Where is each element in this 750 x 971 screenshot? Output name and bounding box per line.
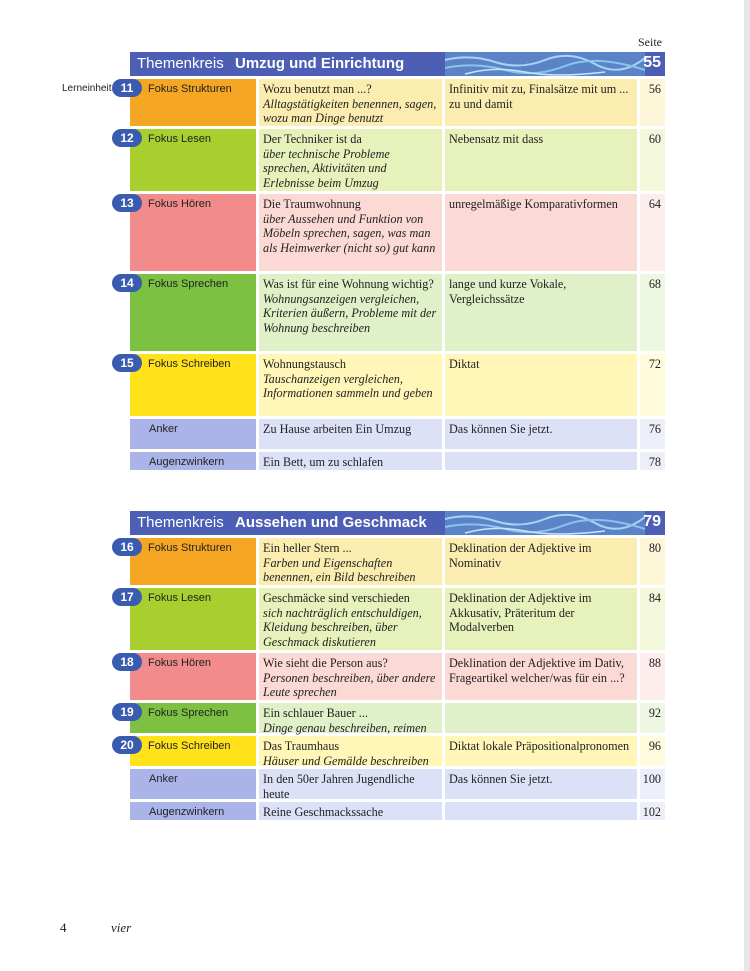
topic-title: Das Traumhaus <box>263 739 340 753</box>
topic-title: Der Techniker ist da <box>263 132 362 146</box>
topic-cell <box>259 354 442 416</box>
grammar-cell <box>445 703 637 733</box>
topic-description: Alltagstätigkeiten benennen, sagen, wozu man Dinge benutzt <box>263 96 437 126</box>
fokus-label: Fokus Lesen <box>148 133 211 145</box>
lesson-row <box>130 769 665 799</box>
fokus-label: Fokus Strukturen <box>148 83 232 95</box>
page-cell <box>640 354 665 416</box>
page-cell <box>640 79 665 126</box>
lesson-row <box>120 703 665 735</box>
fokus-cell <box>130 129 256 191</box>
page-number: 84 <box>648 591 661 605</box>
page-cell <box>640 419 665 449</box>
topic-description: über Aussehen und Funktion von Möbeln sprechen, sagen, was man als Heimwerker (nicht so) gut kann <box>263 211 436 255</box>
fokus-cell <box>130 588 256 650</box>
themenkreis-section <box>62 52 665 470</box>
topic-title: Wohnungstausch <box>263 357 346 371</box>
fokus-cell <box>130 452 256 470</box>
grammar-cell <box>445 769 637 799</box>
topic-title: In den 50er Jahren Jugendliche heute <box>263 772 415 801</box>
fokus-label: Fokus Sprechen <box>148 278 229 290</box>
grammar-cell <box>445 588 637 650</box>
page-number: 76 <box>648 422 661 436</box>
grammar-text: Diktat <box>449 357 480 371</box>
grammar-cell <box>445 194 637 271</box>
page-cell <box>640 703 665 733</box>
themenkreis-label: Themenkreis <box>137 514 224 531</box>
topic-title: Wie sieht die Person aus? <box>263 656 388 670</box>
grammar-cell <box>445 452 637 470</box>
fokus-cell <box>130 802 256 820</box>
fokus-cell <box>130 194 256 271</box>
topic-description: Dinge genau beschreiben, reimen <box>263 720 427 735</box>
page-number: 56 <box>648 82 661 96</box>
topic-description: Häuser und Gemälde beschreiben <box>263 753 429 768</box>
lesson-rows <box>120 538 665 820</box>
page-cell <box>640 769 665 799</box>
page-number: 102 <box>642 805 661 819</box>
grammar-text: Deklination der Adjektive im Nominativ <box>449 541 592 570</box>
page-cell <box>640 194 665 271</box>
fokus-label: Augenzwinkern <box>149 806 225 818</box>
page-number: 78 <box>648 455 661 469</box>
fokus-cell <box>130 538 256 585</box>
topic-title: Geschmäcke sind verschieden <box>263 591 410 605</box>
grammar-cell <box>445 802 637 820</box>
topic-description: über technische Probleme sprechen, Aktivitäten und Erlebnisse beim Umzug <box>263 146 390 190</box>
page-number: 72 <box>648 357 661 371</box>
fokus-cell <box>130 274 256 351</box>
topic-cell <box>259 802 442 820</box>
page-number: 64 <box>648 197 661 211</box>
themenkreis-title: Umzug und Einrichtung <box>235 55 405 72</box>
page-number: 60 <box>648 132 661 146</box>
lesson-row <box>130 802 665 820</box>
themenkreis-page: 79 <box>643 513 661 530</box>
fokus-label: Fokus Hören <box>148 657 211 669</box>
topic-description: Personen beschreiben, über andere Leute sprechen <box>263 670 436 700</box>
grammar-text: Deklination der Adjektive im Dativ, Frageartikel welcher/was für ein ...? <box>449 656 625 685</box>
lesson-number-badge: 18 <box>112 653 142 671</box>
grammar-text: Das können Sie jetzt. <box>449 422 553 436</box>
footer-page-word: vier <box>111 920 132 935</box>
topic-description: Farben und Eigenschaften benennen, ein Bild beschreiben <box>263 555 416 585</box>
grammar-cell <box>445 538 637 585</box>
lesson-row <box>120 274 665 351</box>
fokus-cell <box>130 354 256 416</box>
grammar-text: unregelmäßige Komparativformen <box>449 197 618 211</box>
topic-title: Ein Bett, um zu schlafen <box>263 455 384 469</box>
topic-description: Tauschanzeigen vergleichen, Informationen sammeln und geben <box>263 371 433 401</box>
lesson-row <box>62 79 665 126</box>
topic-cell <box>259 588 442 650</box>
topic-cell <box>259 274 442 351</box>
fokus-cell <box>130 79 256 126</box>
topic-title: Zu Hause arbeiten Ein Umzug <box>263 422 412 436</box>
fokus-label: Fokus Lesen <box>148 592 211 604</box>
fokus-cell <box>130 703 256 733</box>
topic-cell <box>259 194 442 271</box>
topic-cell <box>259 129 442 191</box>
page-cell <box>640 538 665 585</box>
fokus-cell <box>130 419 256 449</box>
page-cell <box>640 129 665 191</box>
water-texture-graphic <box>445 52 645 76</box>
topic-cell <box>259 419 442 449</box>
lesson-number-badge: 16 <box>112 538 142 556</box>
lesson-number-badge: 12 <box>112 129 142 147</box>
topic-title: Ein schlauer Bauer ... <box>263 706 368 720</box>
water-texture-graphic <box>445 511 645 535</box>
themenkreis-page: 55 <box>643 54 661 71</box>
fokus-label: Fokus Hören <box>148 198 211 210</box>
themenkreis-title: Aussehen und Geschmack <box>235 514 427 531</box>
page-number: 68 <box>648 277 661 291</box>
themenkreis-section <box>120 511 665 820</box>
fokus-label: Augenzwinkern <box>149 456 225 468</box>
lesson-number-badge: 14 <box>112 274 142 292</box>
lesson-number-badge: 11 <box>112 79 142 97</box>
grammar-text: lange und kurze Vokale, Vergleichssätze <box>449 277 567 306</box>
lesson-row <box>130 452 665 470</box>
page-number: 100 <box>642 772 661 786</box>
lesson-row <box>120 588 665 650</box>
topic-description: Wohnungsanzeigen vergleichen, Kriterien äußern, Probleme mit der Wohnung beschreiben <box>263 291 437 335</box>
fokus-label: Fokus Schreiben <box>148 358 231 370</box>
page-cell <box>640 588 665 650</box>
footer-page-number: 4 <box>60 920 67 935</box>
topic-title: Die Traumwohnung <box>263 197 361 211</box>
topic-title: Reine Geschmackssache <box>263 805 384 819</box>
lesson-row <box>130 419 665 449</box>
fokus-label: Fokus Sprechen <box>148 707 229 719</box>
page-number: 88 <box>648 656 661 670</box>
themenkreis-label: Themenkreis <box>137 55 224 72</box>
topic-title: Was ist für eine Wohnung wichtig? <box>263 277 434 291</box>
topic-cell <box>259 452 442 470</box>
grammar-cell <box>445 274 637 351</box>
fokus-label: Anker <box>149 423 178 435</box>
lesson-row <box>120 129 665 191</box>
grammar-cell <box>445 736 637 766</box>
lesson-number-badge: 19 <box>112 703 142 721</box>
grammar-text: Deklination der Adjektive im Akkusativ, Präteritum der Modalverben <box>449 591 592 635</box>
themenkreis-header <box>130 511 665 535</box>
lesson-number-badge: 13 <box>112 194 142 212</box>
topic-cell <box>259 653 442 700</box>
lesson-rows <box>62 79 665 470</box>
lesson-row <box>120 354 665 416</box>
grammar-cell <box>445 419 637 449</box>
page-cell <box>640 653 665 700</box>
topic-cell <box>259 769 442 799</box>
lesson-row <box>120 538 665 585</box>
grammar-cell <box>445 129 637 191</box>
grammar-cell <box>445 354 637 416</box>
lesson-row <box>120 653 665 700</box>
fokus-cell <box>130 736 256 766</box>
lesson-row <box>120 736 665 768</box>
page-cell <box>640 274 665 351</box>
page-cell <box>640 802 665 820</box>
grammar-cell <box>445 79 637 126</box>
page-edge <box>744 0 750 971</box>
lesson-row <box>120 194 665 271</box>
page-number: 96 <box>648 739 661 753</box>
topic-description: sich nachträglich entschuldigen, Kleidung beschreiben, über Geschmack diskutieren <box>263 605 422 649</box>
topic-title: Ein heller Stern ... <box>263 541 352 555</box>
themenkreis-header <box>130 52 665 76</box>
fokus-label: Fokus Strukturen <box>148 542 232 554</box>
page-number: 92 <box>648 706 661 720</box>
grammar-text: Nebensatz mit dass <box>449 132 544 146</box>
seite-label: Seite <box>638 35 662 49</box>
grammar-text: Diktat lokale Präpositionalpronomen <box>449 739 630 753</box>
fokus-cell <box>130 653 256 700</box>
topic-cell <box>259 703 442 733</box>
topic-title: Wozu benutzt man ...? <box>263 82 372 96</box>
topic-cell <box>259 736 442 766</box>
grammar-cell <box>445 653 637 700</box>
page-number: 80 <box>648 541 661 555</box>
topic-cell <box>259 79 442 126</box>
lerneinheit-label: Lerneinheit <box>62 83 112 94</box>
topic-cell <box>259 538 442 585</box>
grammar-text: Das können Sie jetzt. <box>449 772 553 786</box>
grammar-text: Infinitiv mit zu, Finalsätze mit um ... zu und damit <box>449 82 629 111</box>
fokus-label: Fokus Schreiben <box>148 740 231 752</box>
page-cell <box>640 452 665 470</box>
fokus-label: Anker <box>149 773 178 785</box>
lesson-number-badge: 15 <box>112 354 142 372</box>
fokus-cell <box>130 769 256 799</box>
lesson-number-badge: 17 <box>112 588 142 606</box>
lesson-number-badge: 20 <box>112 736 142 754</box>
page-cell <box>640 736 665 766</box>
